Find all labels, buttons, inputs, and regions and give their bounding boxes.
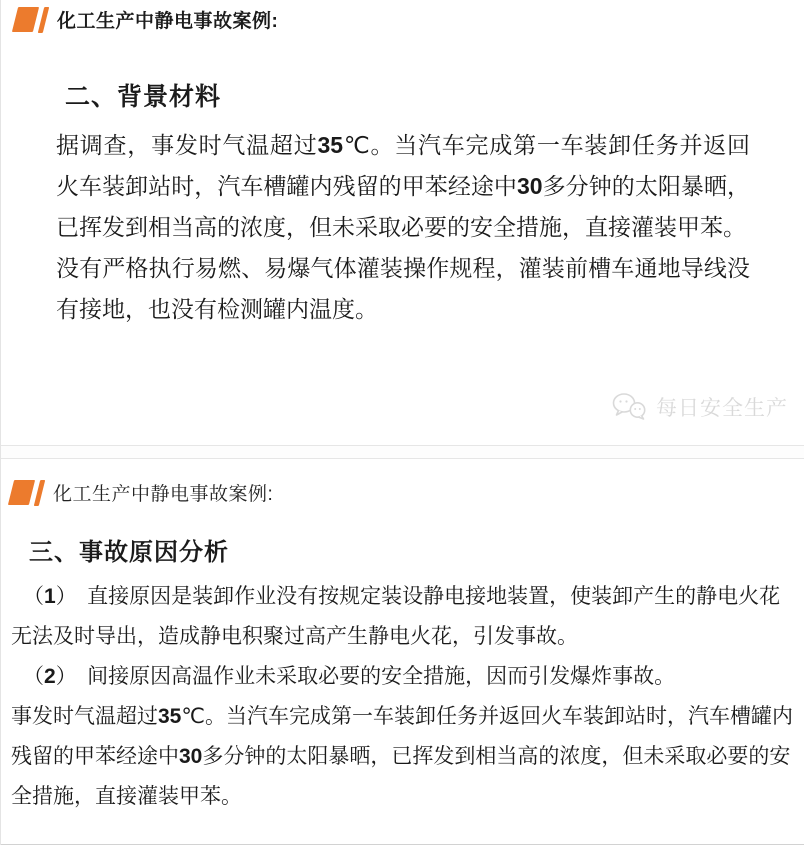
card-divider-gap [1, 446, 804, 458]
text-segment-bold: 35 [158, 705, 182, 728]
card1-paragraph-1 [56, 125, 750, 248]
card2-paragraph-3 [11, 697, 797, 817]
card-background-material [1, 0, 804, 446]
text-segment: ℃。当汽车完成第一车装卸任务并返回火车装卸站时，汽车槽罐内残留的甲苯经途中 [56, 132, 750, 199]
text-segment-bold: 1 [44, 585, 56, 608]
card2-body [11, 577, 797, 817]
double-slash-icon [11, 480, 42, 506]
card2-section-heading: 三、事故原因分析 [29, 539, 229, 566]
text-segment: ） 间接原因高温作业未采取必要的安全措施，因而引发爆炸事故。 [55, 665, 676, 688]
text-segment: ℃。当汽车完成第一车装卸任务并返回火车装卸站时，汽车槽罐内残留的甲苯经途中 [11, 705, 793, 768]
text-segment: （ [23, 585, 44, 608]
text-segment-bold: 2 [44, 665, 56, 688]
text-segment-bold: 35 [317, 132, 344, 158]
text-segment: （ [23, 665, 44, 688]
text-segment: 多分钟的太阳暴晒，已挥发到相当高的浓度，但未采取必要的安全措施，直接灌装甲苯。 [11, 745, 791, 808]
card2-paragraph-2 [11, 657, 797, 697]
watermark [610, 391, 788, 423]
card2-header-title: 化工生产中静电事故案例: [53, 484, 274, 505]
card2-paragraph-1 [11, 577, 797, 657]
card1-paragraph-2: 没有严格执行易燃、易爆气体灌装操作规程，灌装前槽车通地导线没有接地，也没有检测罐内温度。 [56, 255, 750, 322]
card-cause-analysis [1, 458, 804, 845]
card2-header [11, 479, 794, 506]
slash-thin-shape [38, 7, 49, 33]
text-segment-bold: 30 [179, 745, 203, 768]
card1-header [15, 6, 788, 33]
text-segment: ） 直接原因是装卸作业没有按规定装设静电接地装置，使装卸产生的静电火花无法及时导出，造成静电积聚过高产生静电火花，引发事故。 [11, 585, 781, 648]
text-segment-bold: 30 [516, 173, 543, 199]
double-slash-icon [15, 7, 46, 33]
wechat-logo-icon [610, 391, 650, 423]
card1-header-title: 化工生产中静电事故案例: [57, 11, 279, 32]
watermark-label: 每日安全生产 [656, 397, 788, 420]
card1-body [56, 125, 750, 330]
slash-block-shape [12, 7, 39, 32]
text-segment: 据调查，事发时气温超过 [56, 132, 318, 158]
slash-thin-shape [34, 480, 45, 506]
text-segment: 事发时气温超过 [11, 705, 158, 728]
text-segment: 多分钟的太阳暴晒，已挥发到相当高的浓度，但未采取必要的安全措施，直接灌装甲苯。 [56, 173, 751, 240]
card1-section-heading: 二、背景材料 [65, 83, 222, 111]
slash-block-shape [8, 480, 35, 505]
